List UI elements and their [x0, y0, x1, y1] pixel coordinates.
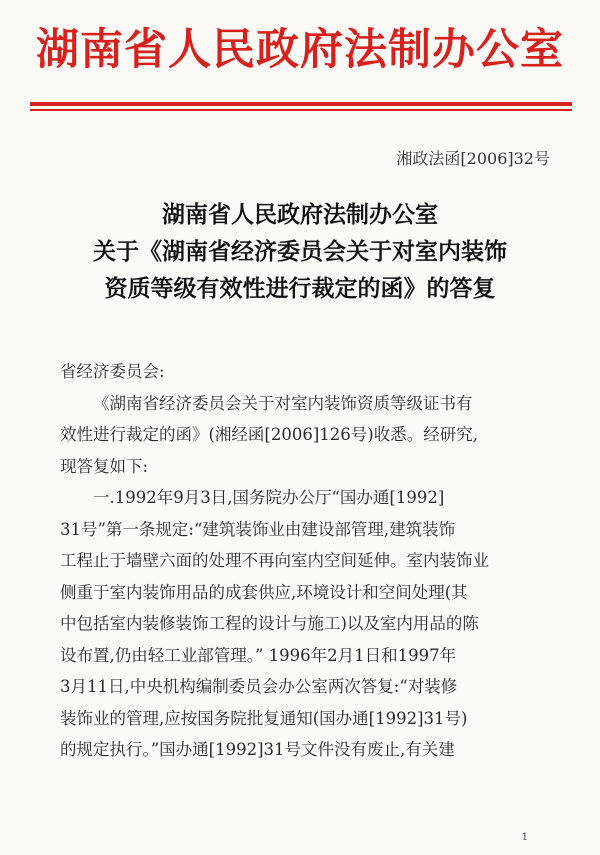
body-line: 中包括室内装修装饰工程的设计与施工)以及室内用品的陈: [60, 614, 479, 633]
letterhead-rule-thick: [30, 102, 572, 106]
page-number: 1: [521, 832, 528, 843]
body-line: 设布置,仍由轻工业部管理。” 1996年2月1日和1997年: [60, 645, 457, 665]
body-line: 3月11日,中央机构编制委员会办公室两次答复:“对装修: [60, 677, 458, 696]
body-line: 效性进行裁定的函》(湘经函[2006]126号)收悉。经研究,: [60, 425, 478, 444]
document-title: [0, 196, 600, 307]
body-line: 31号”第一条规定:“建筑装饰业由建设部管理,建筑装饰: [60, 519, 456, 539]
letterhead-rule-thin: [30, 109, 572, 111]
body-line: 装饰业的管理,应按国务院批复通知(国办通[1992]31号): [60, 708, 468, 728]
letterhead-title: 湖南省人民政府法制办公室: [36, 25, 564, 75]
salutation: 省经济委员会:: [60, 362, 165, 381]
document-body: [60, 356, 546, 766]
body-line: 侧重于室内装饰用品的成套供应,环境设计和空间处理(其: [60, 582, 468, 602]
document-number: 湘政法函[2006]32号: [396, 149, 550, 168]
body-line: 现答复如下:: [60, 456, 149, 476]
title-line-2: 关于《湖南省经济委员会关于对室内装饰: [93, 238, 507, 265]
body-line: 工程止于墙壁六面的处理不再向室内空间延伸。室内装饰业: [60, 551, 489, 570]
title-line-3: 资质等级有效性进行裁定的函》的答复: [104, 275, 496, 302]
body-line: 《湖南省经济委员会关于对室内装饰资质等级证书有: [93, 393, 473, 413]
body-line: 的规定执行。”国办通[1992]31号文件没有废止,有关建: [60, 740, 455, 759]
body-line: 一.1992年9月3日,国务院办公厅“国办通[1992]: [93, 488, 445, 507]
title-line-1: 湖南省人民政府法制办公室: [162, 201, 438, 228]
